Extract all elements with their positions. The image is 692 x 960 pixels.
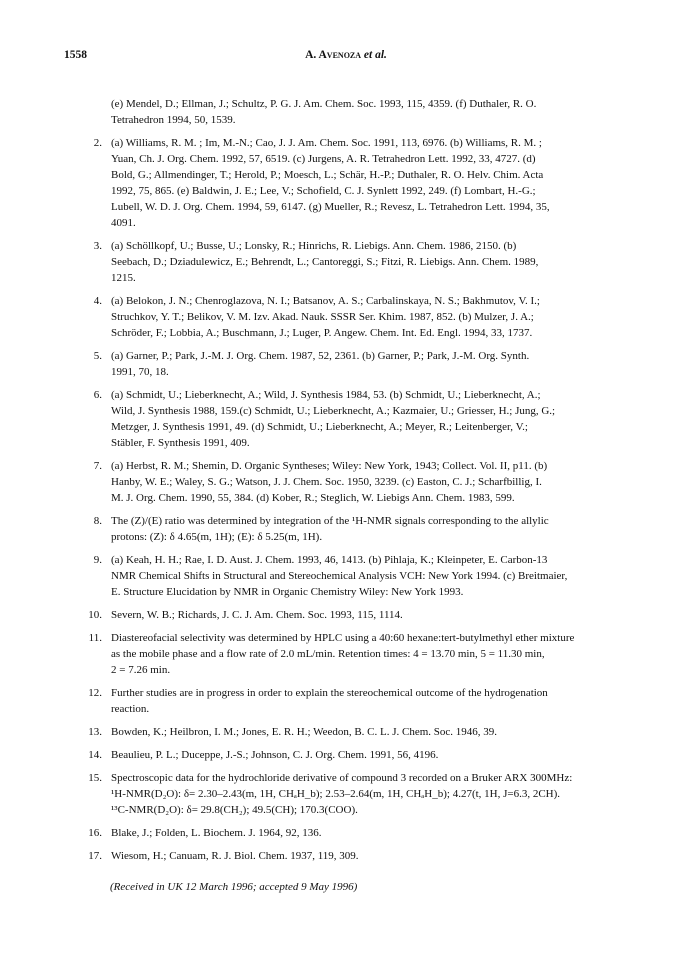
reference-number: 16. [88,827,102,839]
reference-line: (a) Belokon, J. N.; Chenroglazova, N. I.; Batsanov, A. S.; Carbalinskaya, N. S.; Bakhmutov, V. I.; [111,295,540,307]
reference-line: protons: (Z): δ 4.65(m, 1H); (E): δ 5.25(m, 1H). [111,531,323,543]
reference-number: 12. [88,687,102,699]
reference-item [76,293,642,341]
reference-line: Blake, J.; Folden, L. Biochem. J. 1964, 92, 136. [111,827,322,839]
reference-line: 1991, 70, 18. [111,366,169,378]
reference-number: 15. [88,772,102,784]
reference-line: Yuan, Ch. J. Org. Chem. 1992, 57, 6519. (c) Jurgens, A. R. Tetrahedron Lett. 1992, 33, 4727. (d) [111,153,536,165]
reference-number: 14. [88,749,102,761]
reference-line: (a) Keah, H. H.; Rae, I. D. Aust. J. Chem. 1993, 46, 1413. (b) Pihlaja, K.; Kleinpeter, E. Carbon-13 [111,554,548,566]
reference-line: NMR Chemical Shifts in Structural and Stereochemical Analysis VCH: New York 1994. (c) Breitmaier, [111,570,568,582]
reference-item [76,552,642,600]
reference-line: The (Z)/(E) ratio was determined by integration of the ¹H-NMR signals corresponding to the allylic [111,515,549,527]
reference-item [76,348,642,380]
reference-line: (a) Schmidt, U.; Lieberknecht, A.; Wild, J. Synthesis 1984, 53. (b) Schmidt, U.; Lieberknecht, A.; [111,389,541,401]
reference-line: Tetrahedron 1994, 50, 1539. [111,114,236,126]
reference-number: 13. [88,726,102,738]
reference-line: Lubell, W. D. J. Org. Chem. 1994, 59, 6147. (g) Mueller, R.; Revesz, L. Tetrahedron Lett. 1994, 35, [111,201,550,213]
reference-line: Wild, J. Synthesis 1988, 159.(c) Schmidt, U.; Lieberknecht, A.; Kazmaier, U.; Griesser, H.; Jung, G.; [111,405,556,417]
reference-item [76,724,642,740]
reference-number: 4. [93,295,102,307]
reference-number: 11. [88,632,102,644]
reference-item [76,770,642,818]
reference-line: Bowden, K.; Heilbron, I. M.; Jones, E. R. H.; Weedon, B. C. L. J. Chem. Soc. 1946, 39. [111,726,498,738]
reference-line: (e) Mendel, D.; Ellman, J.; Schultz, P. G. J. Am. Chem. Soc. 1993, 115, 4359. (f) Duthaler, R. O. [111,98,537,110]
reference-item [76,513,642,545]
reference-line: 4091. [111,217,136,229]
reference-line: Severn, W. B.; Richards, J. C. J. Am. Chem. Soc. 1993, 115, 1114. [111,609,403,621]
reference-number: 10. [88,609,102,621]
reference-line: (a) Herbst, R. M.; Shemin, D. Organic Syntheses; Wiley: New York, 1943; Collect. Vol. II, p11. (b) [111,460,548,472]
reference-item [76,747,642,763]
reference-line: Hanby, W. E.; Waley, S. G.; Watson, J. J. Chem. Soc. 1950, 3239. (c) Easton, C. J.; Scharfbillig, I. [111,476,542,488]
reference-line: (a) Garner, P.; Park, J.-M. J. Org. Chem. 1987, 52, 2361. (b) Garner, P.; Park, J.-M. Org. Synth. [111,350,530,362]
reference-line: Struchkov, Y. T.; Belikov, V. M. Izv. Akad. Nauk. SSSR Ser. Khim. 1987, 852. (b) Mulzer, J. A.; [111,311,534,323]
reference-item [76,685,642,717]
reference-line: M. J. Org. Chem. 1990, 55, 384. (d) Kober, R.; Steglich, W. Liebigs Ann. Chem. 1983, 599. [111,492,515,504]
reference-item [76,96,642,128]
running-header-etal: et al. [361,49,387,61]
reference-line: Bold, G.; Allmendinger, T.; Herold, P.; Moesch, L.; Schär, H.-P.; Duthaler, R. O. Helv. Chim. Acta [111,169,544,181]
reference-number: 17. [88,850,102,862]
reference-line: Diastereofacial selectivity was determined by HPLC using a 40:60 hexane:tert-butylmethyl ether mixture [111,632,575,644]
reference-item [76,825,642,841]
reference-line: ¹³C-NMR(D₂O): δ= 29.8(CH₂); 49.5(CH); 170.3(COO). [111,804,358,816]
reference-item [76,630,642,678]
reference-line: as the mobile phase and a flow rate of 2.0 mL/min. Retention times: 4 = 13.70 min, 5 = 11.30 min, [111,648,545,660]
reference-line: (a) Schöllkopf, U.; Busse, U.; Lonsky, R.; Hinrichs, R. Liebigs. Ann. Chem. 1986, 2150. (b) [111,240,517,252]
reference-line: Beaulieu, P. L.; Duceppe, J.-S.; Johnson, C. J. Org. Chem. 1991, 56, 4196. [111,749,439,761]
reference-number: 3. [93,240,102,252]
reference-number: 9. [93,554,102,566]
reference-line: Wiesom, H.; Canuam, R. J. Biol. Chem. 1937, 119, 309. [111,850,359,862]
reference-number: 7. [93,460,102,472]
reference-number: 2. [93,137,102,149]
reference-number: 5. [93,350,102,362]
reference-line: ¹H-NMR(D₂O): δ= 2.30–2.43(m, 1H, CHₐH_b); 2.53–2.64(m, 1H, CHₐH_b); 4.27(t, 1H, J=6.3, 2CH). [111,788,561,800]
reference-item [76,607,642,623]
running-header-author: A. Avenoza [305,49,362,61]
reference-line: E. Structure Elucidation by NMR in Organic Chemistry Wiley: New York 1993. [111,586,464,598]
reference-line: Spectroscopic data for the hydrochloride derivative of compound 3 recorded on a Bruker ARX 300MHz: [111,772,573,784]
reference-line: Seebach, D.; Dziadulewicz, E.; Behrendt, L.; Cantoreggi, S.; Fitzi, R. Liebigs. Ann. Chem. 1989, [111,256,539,268]
reference-line: reaction. [111,703,150,715]
reference-number: 8. [93,515,102,527]
reference-item [76,238,642,286]
running-header [0,49,692,61]
reference-line: 2 = 7.26 min. [111,664,171,676]
reference-line: Metzger, J. Synthesis 1991, 49. (d) Schmidt, U.; Lieberknecht, A.; Meyer, R.; Leitenberger, V.; [111,421,528,433]
reference-line: Further studies are in progress in order to explain the stereochemical outcome of the hydrogenation [111,687,548,699]
reference-list [76,96,642,871]
received-note: (Received in UK 12 March 1996; accepted 9 May 1996) [110,881,358,893]
reference-item [76,387,642,451]
reference-item [76,848,642,864]
reference-line: Stäbler, F. Synthesis 1991, 409. [111,437,250,449]
reference-number: 6. [93,389,102,401]
reference-line: (a) Williams, R. M. ; Im, M.-N.; Cao, J. J. Am. Chem. Soc. 1991, 113, 6976. (b) Williams, R. M. ; [111,137,542,149]
reference-line: 1215. [111,272,136,284]
reference-item [76,458,642,506]
page-number: 1558 [64,49,87,61]
reference-line: Schröder, F.; Lobbia, A.; Buschmann, J.; Luger, P. Angew. Chem. Int. Ed. Engl. 1994, 33, 1737. [111,327,533,339]
reference-line: 1992, 75, 865. (e) Baldwin, J. E.; Lee, V.; Schofield, C. J. Synlett 1992, 249. (f) Lombart, H.-G.; [111,185,536,197]
reference-item [76,135,642,231]
